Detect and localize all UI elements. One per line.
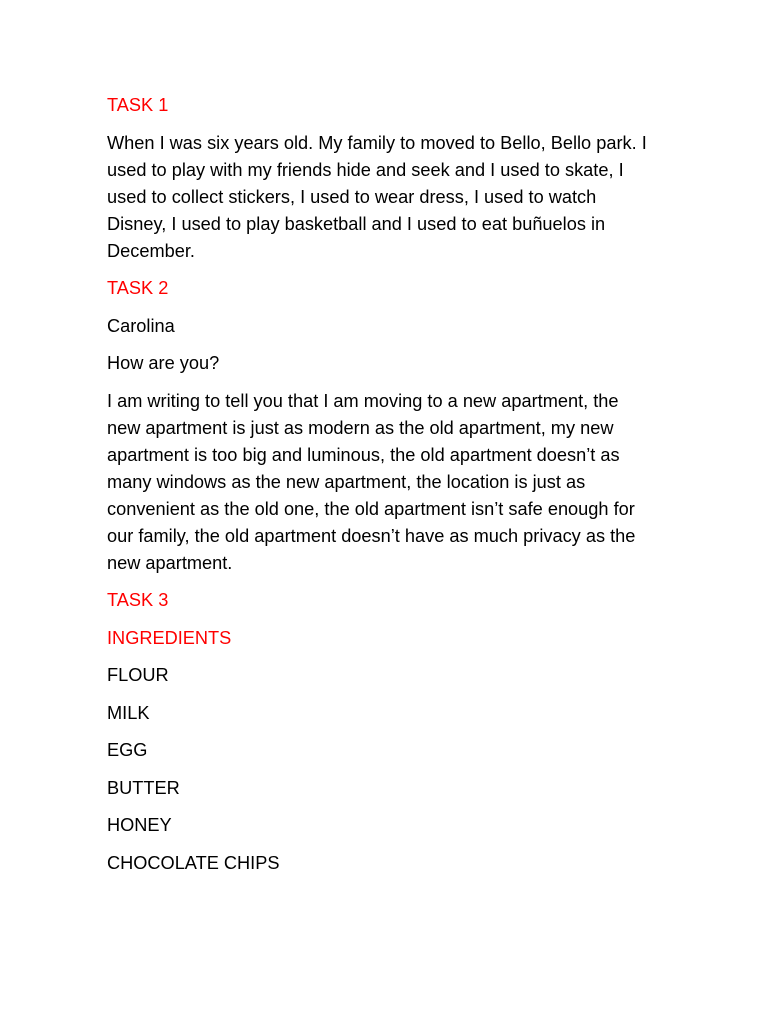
task-2-heading: TASK 2 [107, 278, 169, 298]
document-page [107, 92, 667, 887]
letter-question: How are you? [107, 353, 220, 373]
ingredients-heading: INGREDIENTS [107, 627, 232, 648]
task-1-paragraph: When I was six years old. My family to moved to Bello, Bello park. I used to play with my friends hide and seek and I used to skate, I used to collect stickers, I used to wear dress, I used to watch Disney, I used to play basketball and I used to eat buñuelos in December. [107, 132, 647, 261]
ingredients-list [107, 662, 667, 877]
ingredient-item: FLOUR [107, 665, 169, 685]
ingredient-item: MILK [107, 702, 150, 723]
ingredient-item: HONEY [107, 815, 172, 835]
task-3-heading: TASK 3 [107, 590, 169, 610]
task-2-paragraph: I am writing to tell you that I am moving to a new apartment, the new apartment is just as modern as the old apartment, my new apartment is too big and luminous, the old apartment doesn’t as many windows as the new apartment, the location is just as convenient as the old one, the old apartment isn’t safe enough for our family, the old apartment doesn’t have as much privacy as the new apartment. [107, 390, 636, 573]
ingredient-item: CHOCOLATE CHIPS [107, 852, 280, 873]
letter-greeting: Carolina [107, 315, 175, 336]
ingredient-item: BUTTER [107, 777, 180, 798]
task-1-heading: TASK 1 [107, 95, 169, 115]
ingredient-item: EGG [107, 740, 148, 760]
